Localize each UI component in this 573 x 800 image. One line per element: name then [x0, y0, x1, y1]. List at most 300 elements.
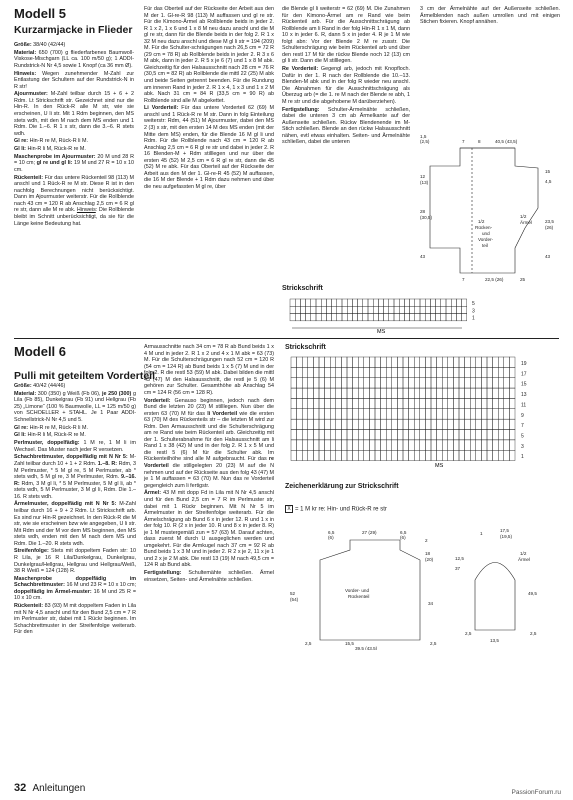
chart-cell [369, 419, 375, 429]
chart-cell [386, 388, 392, 398]
chart-cell [306, 299, 311, 306]
chart-cell [341, 357, 347, 367]
chart-cell [302, 398, 308, 408]
chart-cell [453, 388, 459, 398]
chart-cell [358, 409, 364, 419]
diagram-label: 43 [420, 254, 426, 259]
chart-cell [437, 367, 443, 377]
chart-cell [397, 419, 403, 429]
chart-cell [437, 409, 443, 419]
chart-row-number: 5 [521, 433, 524, 440]
chart-cell [313, 430, 319, 440]
model5-paragraph: Ajourmuster: M-Zahl teilbar durch 15 + 6 + 2 Rdm. Lt Strickschrift str. Gezeichnet sind nur die Hin-R. In den Rück-R alle M str, wie sie erscheinen, U li str. Mit 1 Rdm beginnen, den MS stets wdh, mit den M nach dem MS enden und 1 Rdm. Die 1.–6. R 1 x str, dann die 3.–6. R stets wdh. [14, 91, 134, 137]
chart-cell [459, 440, 465, 450]
chart-cell [459, 419, 465, 429]
chart-cell [509, 409, 515, 419]
chart-row-number: 1 [521, 454, 524, 461]
diagram-label: 22,5 (26) [485, 277, 504, 282]
chart-cell [431, 430, 437, 440]
chart-cell [386, 367, 392, 377]
chart-cell [392, 378, 398, 388]
chart-row-number: 3 [521, 443, 524, 450]
chart-cell [321, 306, 326, 313]
chart-cell [409, 388, 415, 398]
chart-cell [290, 314, 295, 321]
chart-cell [358, 314, 363, 321]
chart-cell [442, 440, 448, 450]
chart-cell [437, 357, 443, 367]
chart-cell [453, 398, 459, 408]
chart-cell [330, 388, 336, 398]
footer-section: Anleitungen [32, 783, 86, 794]
chart-cell [431, 419, 437, 429]
chart-cell [386, 440, 392, 450]
chart-cell [504, 409, 510, 419]
model5-paragraph: Li Vorderteil: Für das untere Vorderteil 62 (69) M anschl und 1 Rück-R re M str. Dann in folg Einteilung weiterstr: Rdm, 44 (51) M Ajourmuster, dabei den MS 2 (3) x str, mit den ersten 14 M des MS enden (mit der Mitte dem MS) enden, für die Blende 16 M gl li und Rdm. Für die Rollblende nach 43 cm = 120 R ab Anschlag 2,5 cm = 6 R gl re str und dabei in jeder 2. R 16 Blenden-M + Rdm stilllegen und nur über die ersten 45 (52) M 2,5 cm = 6 R gl re str, dann die 45 (52) M re abk. Für das Oberteil auf der Rückseite der Arbeit aus den M der 1. Gl-re-R 45 (52) M auffassen, die 16 M der Blende + 1 Rdm dazu nehmen und über die neu aufgefassten M gl re, über [144, 105, 274, 190]
chart-cell [425, 409, 431, 419]
model6-paragraph: Ärmel: 43 M mit dopp Fd in Lila mit N Nr 4,5 anschl und für den Bund 2,5 cm = 7 R im Perlmuster str, dabei mit 1 Rückr beginnen. Mit N Nr 5 im Ärmelmuster in der Streifenfolge weiterarb. Für die Ärmelschrägung ab Bund 6 x in jeder 12. R und 1 x in der folg 10. R (2 x in jeder 10. R und 8 x in jeder 8. R) je 1 M mustergemäß zun = 57 (63) M. Darauf achten, dass zuerst M durch U ausgeglichen werden und umgekehrt. Für die Armkugel nach 37 cm = 92 R ab Bund beids 1 x 3 M und in jeder 2. R 2 x je 2, 11 x je 1 und 2 x je 2 M abk. Die restl 13 (19) M nach 49,5 cm = 124 R ab Bund abk. [144, 490, 274, 569]
diagram-label: 8 [478, 139, 481, 144]
chart-cell [414, 357, 420, 367]
model6-legend [285, 505, 387, 513]
chart-cell [437, 419, 443, 429]
diagram-label: Rückenteil [348, 594, 370, 599]
chart-cell [386, 409, 392, 419]
chart-cell [481, 378, 487, 388]
diagram-label: (19,5) [500, 534, 513, 539]
chart-cell [431, 409, 437, 419]
chart-cell [470, 430, 476, 440]
chart-cell [487, 357, 493, 367]
model5-paragraph: Gl re: Hin-R re M, Rück-R li M. [14, 138, 88, 145]
chart-cell [341, 367, 347, 377]
chart-cell [509, 398, 515, 408]
chart-cell [431, 388, 437, 398]
chart-cell [504, 450, 510, 460]
chart-cell [420, 357, 426, 367]
diagram-label: (26) [545, 225, 554, 230]
chart-ms-label: MS [435, 463, 444, 469]
model6-paragraph: Streifenfolge: Stets mit doppeltem Faden str: 10 R Lila, je 16 R Lila/Dunkelgrau, Dunkelgrau, Dunkelgrau/Hellgrau, Hellgrau und Hellgrau/Weiß, 38 R Weiß = 124 (128) R. [14, 548, 136, 575]
chart-cell [462, 306, 467, 313]
model6-legend-title: Zeichenerklärung zur Strickschrift [285, 483, 399, 490]
model6-paragraph: Größe: 40/42 (44/46) [14, 383, 66, 389]
chart-row-number: 5 [472, 301, 475, 307]
chart-cell [456, 314, 461, 321]
chart-cell [384, 314, 389, 321]
chart-cell [290, 299, 295, 306]
chart-cell [451, 299, 456, 306]
chart-cell [465, 450, 471, 460]
chart-cell [425, 367, 431, 377]
chart-cell [308, 357, 314, 367]
chart-cell [373, 314, 378, 321]
chart-cell [381, 430, 387, 440]
diagram-label: 25 [520, 277, 526, 282]
chart-cell [504, 398, 510, 408]
section-divider [14, 338, 559, 339]
chart-cell [358, 388, 364, 398]
page-number: 32 [14, 782, 27, 794]
chart-cell [446, 299, 451, 306]
chart-cell [336, 419, 342, 429]
chart-cell [442, 367, 448, 377]
chart-cell [446, 314, 451, 321]
chart-cell [291, 430, 297, 440]
chart-cell [302, 409, 308, 419]
chart-cell [308, 388, 314, 398]
model6-column-1 [14, 383, 136, 637]
chart-cell [437, 450, 443, 460]
chart-cell [465, 430, 471, 440]
diagram-label: 12 [420, 174, 426, 179]
chart-cell [436, 299, 441, 306]
chart-cell [302, 419, 308, 429]
chart-cell [453, 367, 459, 377]
chart-cell [481, 430, 487, 440]
chart-cell [487, 398, 493, 408]
chart-cell [410, 299, 415, 306]
chart-cell [498, 378, 504, 388]
chart-cell [297, 357, 303, 367]
chart-cell [403, 450, 409, 460]
chart-cell [326, 314, 331, 321]
chart-cell [369, 409, 375, 419]
chart-cell [504, 440, 510, 450]
chart-cell [308, 409, 314, 419]
chart-cell [308, 440, 314, 450]
chart-cell [414, 430, 420, 440]
chart-cell [336, 388, 342, 398]
chart-cell [465, 367, 471, 377]
chart-cell [403, 378, 409, 388]
chart-cell [465, 419, 471, 429]
chart-cell [325, 367, 331, 377]
chart-cell [306, 314, 311, 321]
chart-cell [448, 388, 454, 398]
site-watermark: PassionForum.ru [511, 789, 561, 796]
chart-cell [297, 440, 303, 450]
chart-cell [347, 314, 352, 321]
chart-cell [493, 367, 499, 377]
chart-cell [325, 440, 331, 450]
diagram-label: Ärmel [518, 557, 530, 562]
chart-cell [498, 367, 504, 377]
chart-cell [481, 450, 487, 460]
chart-cell [404, 314, 409, 321]
chart-cell [487, 409, 493, 419]
chart-cell [341, 419, 347, 429]
chart-cell [397, 398, 403, 408]
chart-cell [297, 398, 303, 408]
chart-cell [442, 378, 448, 388]
chart-cell [330, 398, 336, 408]
chart-cell [465, 398, 471, 408]
chart-cell [487, 388, 493, 398]
chart-cell [291, 450, 297, 460]
chart-cell [470, 378, 476, 388]
chart-cell [302, 430, 308, 440]
chart-cell [319, 419, 325, 429]
chart-row-number: 1 [472, 315, 475, 322]
chart-cell [509, 367, 515, 377]
model6-paragraph: Perlmuster, doppelfädig: 1 M re, 1 M li im Wechsel. Das Muster nach jeder R versetzen. [14, 440, 136, 453]
chart-cell [375, 367, 381, 377]
chart-cell [410, 314, 415, 321]
chart-cell [456, 306, 461, 313]
chart-cell [341, 388, 347, 398]
chart-cell [311, 314, 316, 321]
model6-paragraph: Armausschnitte nach 34 cm = 78 R ab Bund beids 1 x 4 M und in jeder 2. R 1 x 2 und 4 x 1 M abk = 63 (73) M. Für die Schulterschrägungen nach 52 cm = 120 R (54 cm = 124 R) ab Bund beids 1 x 5 (7) M und in der folg 2. R die restl 53 (59) M abk. Dabei bilden die mittl 43 (47) M den Halsausschnitt, die restl je 5 (6) M gehören zur Schulter. Gesamthöhe ab Anschlag 54 cm = 124 R (56 cm = 128 R). [144, 344, 274, 396]
chart-cell [509, 378, 515, 388]
chart-cell [311, 299, 316, 306]
chart-cell [353, 450, 359, 460]
chart-cell [336, 367, 342, 377]
chart-cell [319, 409, 325, 419]
chart-cell [386, 357, 392, 367]
model5-subtitle: Kurzarmjacke in Flieder [14, 24, 133, 36]
chart-cell [493, 409, 499, 419]
chart-cell [425, 419, 431, 429]
chart-cell [326, 299, 331, 306]
chart-cell [386, 430, 392, 440]
chart-cell [291, 440, 297, 450]
chart-cell [381, 367, 387, 377]
chart-cell [442, 398, 448, 408]
chart-cell [493, 388, 499, 398]
chart-cell [295, 306, 300, 313]
chart-cell [347, 398, 353, 408]
diagram-label: 13,5 [490, 638, 499, 643]
chart-cell [386, 378, 392, 388]
chart-cell [493, 440, 499, 450]
diagram-label: 1,5 [420, 134, 427, 139]
chart-cell [459, 430, 465, 440]
chart-cell [397, 357, 403, 367]
chart-cell [476, 440, 482, 450]
chart-cell [420, 450, 426, 460]
chart-cell [369, 388, 375, 398]
chart-cell [453, 357, 459, 367]
chart-cell [358, 357, 364, 367]
chart-cell [397, 388, 403, 398]
chart-cell [364, 378, 370, 388]
chart-cell [373, 299, 378, 306]
chart-cell [431, 378, 437, 388]
chart-row-number: 3 [472, 308, 475, 315]
chart-cell [420, 378, 426, 388]
chart-cell [291, 378, 297, 388]
diagram-label: Vorder- und [345, 588, 370, 593]
chart-cell [373, 306, 378, 313]
chart-cell [431, 440, 437, 450]
chart-cell [337, 314, 342, 321]
chart-cell [337, 299, 342, 306]
chart-cell [487, 419, 493, 429]
chart-cell [291, 388, 297, 398]
chart-cell [409, 430, 415, 440]
chart-cell [487, 367, 493, 377]
diagram-label: 28 [420, 209, 426, 214]
chart-cell [381, 450, 387, 460]
chart-cell [325, 409, 331, 419]
chart-cell [325, 388, 331, 398]
chart-cell [336, 398, 342, 408]
chart-cell [493, 450, 499, 460]
chart-cell [425, 306, 430, 313]
chart-cell [381, 357, 387, 367]
chart-cell [414, 367, 420, 377]
chart-cell [504, 419, 510, 429]
chart-cell [487, 430, 493, 440]
diagram-label: 2,5 [430, 641, 437, 646]
chart-cell [375, 409, 381, 419]
chart-cell [442, 430, 448, 440]
chart-cell [414, 450, 420, 460]
chart-cell [358, 440, 364, 450]
chart-cell [476, 430, 482, 440]
chart-cell [498, 430, 504, 440]
chart-cell [319, 388, 325, 398]
chart-row-number: 9 [521, 412, 524, 419]
chart-cell [375, 388, 381, 398]
chart-cell [353, 440, 359, 450]
chart-cell [352, 314, 357, 321]
chart-cell [394, 299, 399, 306]
chart-cell [297, 450, 303, 460]
model5-column-2 [144, 6, 274, 192]
chart-cell [297, 419, 303, 429]
chart-cell [448, 398, 454, 408]
chart-cell [330, 409, 336, 419]
chart-cell [446, 306, 451, 313]
chart-cell [353, 419, 359, 429]
chart-cell [403, 388, 409, 398]
chart-cell [353, 357, 359, 367]
chart-cell [436, 314, 441, 321]
chart-cell [308, 419, 314, 429]
chart-cell [347, 440, 353, 450]
chart-cell [313, 388, 319, 398]
chart-cell [404, 299, 409, 306]
chart-cell [336, 440, 342, 450]
chart-cell [375, 440, 381, 450]
diagram-label: 15,5 [345, 641, 354, 646]
chart-cell [330, 378, 336, 388]
chart-cell [295, 299, 300, 306]
chart-cell [341, 398, 347, 408]
chart-cell [386, 398, 392, 408]
chart-cell [336, 357, 342, 367]
chart-cell [291, 409, 297, 419]
chart-cell [430, 314, 435, 321]
chart-cell [459, 409, 465, 419]
diagram-label: 2,5 [465, 631, 472, 636]
chart-cell [442, 450, 448, 460]
chart-cell [403, 430, 409, 440]
model5-paragraph: Material: 650 (700) g fliederfarbenes Baumwoll-Viskose-Mischgarn (LL ca. 100 m/50 g); 1 ADDI-Rundstrick-N Nr 4,5 sowie 1 Knopf (ca 36 mm Ø). [14, 49, 134, 69]
chart-cell [481, 440, 487, 450]
chart-cell [363, 314, 368, 321]
model6-schematic [290, 520, 560, 650]
chart-cell [302, 367, 308, 377]
chart-cell [487, 440, 493, 450]
model5-paragraph: die Blende gl li weiterstr = 62 (69) M. Die Zunahmen für den Kimono-Ärmel am re Rand wie beim Rückenteil arb. Für die Ausschnittschrägung ab Rollblende am li Rand in der folg Hin-R 1 x 1 M, dann 10 x in jeder 6. R, dann 5 x in jeder 4. R je 1 M wie folgt abn: Vor der Blende 2 M re zusstr. Die Schulterschrägung wie beim Rückenteil arb und über den restl 17 M für die rückw Blende noch 12 (13) cm gl li str. Dann die M stilllegen. [282, 6, 410, 65]
chart-cell [375, 430, 381, 440]
chart-cell [431, 450, 437, 460]
model5-paragraph: Für das Oberteil auf der Rückseite der Arbeit aus den M der 1. Gl-re-R 98 (113) M auffassen und gl re str. Für die Kimono-Ärmel ab Rollblende beids in jeder 2. R 1 x 2, 1 x 6 und 1 x 8 M neu dazu anschl und die M gl re str, dann für die Blende beids in der folg 2. R 1 x 32 M neu dazu anschl und diese M gl li str = 194 (209) M. Für die Schulter-schrägungen nach 26,5 cm = 72 R (29 cm = 78 R) ab Rollblende beids in jeder 2. R 3 x 6 M abk, dann in jeder 2. R 5 x je 6 (7) und 1 x 8 M abk. Gleichzeitig für den Halsausschnitt nach 28 cm = 76 R (30,5 cm = 82 R) ab Rollblende die mittl 22 (25) M abk und beide Seiten getrennt beenden. Für die Rundung am inneren Rand in jeder 2. R 1 x 4, 1 x 3 und 1 x 2 M abk. Nach 31 cm = 84 R (33,5 cm = 90 R) ab Rollblende sind alle M abgekettet. [144, 6, 274, 104]
chart-cell [313, 367, 319, 377]
chart-cell [308, 398, 314, 408]
chart-cell [403, 398, 409, 408]
chart-cell [368, 299, 373, 306]
chart-cell [481, 388, 487, 398]
chart-cell [409, 398, 415, 408]
diagram-label: (54) [290, 597, 299, 602]
chart-cell [459, 357, 465, 367]
diagram-label: 1/2 [520, 551, 527, 556]
chart-cell [313, 440, 319, 450]
chart-cell [448, 450, 454, 460]
chart-cell [336, 430, 342, 440]
chart-cell [409, 378, 415, 388]
chart-cell [325, 398, 331, 408]
model6-paragraph: Gl li: Hin-R li M, Rück-R re M. [14, 432, 86, 439]
chart-cell [392, 450, 398, 460]
chart-cell [425, 450, 431, 460]
chart-cell [386, 419, 392, 429]
chart-cell [509, 357, 515, 367]
chart-cell [431, 398, 437, 408]
chart-cell [481, 409, 487, 419]
chart-cell [369, 378, 375, 388]
model5-column-3 [282, 6, 410, 147]
chart-cell [397, 367, 403, 377]
chart-cell [364, 388, 370, 398]
chart-cell [347, 378, 353, 388]
chart-cell [364, 419, 370, 429]
chart-cell [302, 388, 308, 398]
chart-cell [297, 367, 303, 377]
model5-title: Modell 5 [14, 6, 67, 21]
diagram-label: 23,5 [545, 219, 554, 224]
chart-cell [353, 388, 359, 398]
chart-cell [425, 398, 431, 408]
chart-cell [364, 430, 370, 440]
diagram-label: (30,5) [420, 215, 433, 220]
chart-cell [381, 398, 387, 408]
chart-cell [330, 419, 336, 429]
model5-paragraph: Rückenteil: Für das untere Rückenteil 98 (113) M anschl und 1 Rück-R re M str. Diese R ist in den nachfolg Berechnungen nicht berücksichtigt. Dann im Ajourmuster weiterstr. Für die Rollblende nach 43 cm = 120 R ab Anschlag 2,5 cm = 6 R gl re str, dann alle M re abk. Hinweis: Die Rollblende bleibt im Schnitt unberücksichtigt, da sie für die Länge keine Bedeutung hat. [14, 174, 135, 227]
chart-cell [498, 388, 504, 398]
diagram-label: (6) [400, 535, 406, 540]
chart-row-number: 19 [521, 361, 527, 367]
chart-cell [441, 299, 446, 306]
model5-paragraph: Re Vorderteil: Gegengl arb, jedoch mit Knopfloch. Dafür in der 1. R nach der Rollblende die 10.–13. Blenden-M abk und in der folg R wieder neu anschl. Die Abnahmen für die Ausschnittschrägung als Überzug arb (= die 1. re M nach der Blende re abh, 1 M re str und die abgehobene M darüberziehen). [282, 66, 410, 105]
chart-cell [311, 306, 316, 313]
chart-cell [364, 440, 370, 450]
chart-cell [448, 357, 454, 367]
chart-cell [358, 306, 363, 313]
diagram-label: Rücken- [475, 225, 493, 230]
chart-row-number: 11 [521, 402, 527, 409]
chart-cell [453, 440, 459, 450]
chart-cell [414, 378, 420, 388]
chart-cell [316, 314, 321, 321]
chart-cell [342, 306, 347, 313]
model6-paragraph: Fertigstellung: Schultemähte schließen. Ärmel einsetzen, Seiten- und Ärmelnähte schließen. [144, 570, 274, 583]
chart-cell [384, 299, 389, 306]
